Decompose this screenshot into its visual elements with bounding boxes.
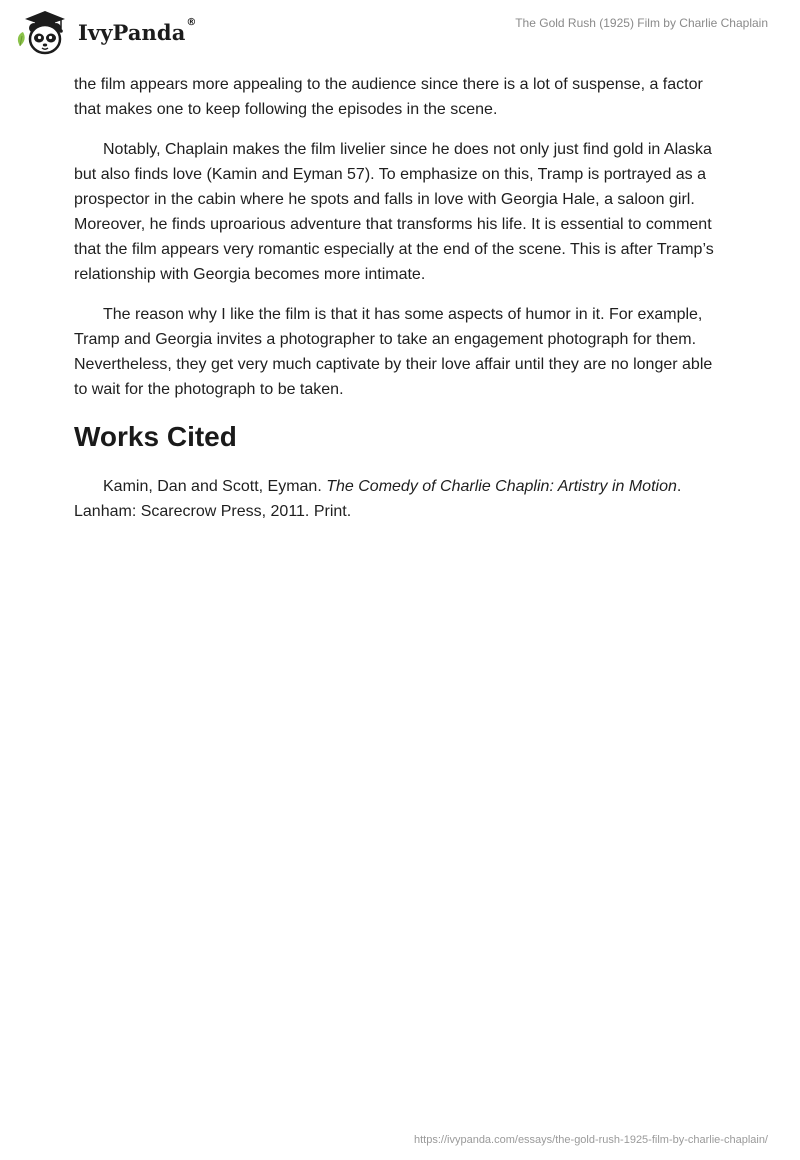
- citation-authors: Kamin, Dan and Scott, Eyman.: [103, 478, 327, 495]
- paragraph-continuation: the film appears more appealing to the audience since there is a lot of suspense, a factor that makes one to keep following the episodes in the scene.: [74, 76, 703, 118]
- document-running-title: The Gold Rush (1925) Film by Charlie Chaplain: [515, 16, 768, 30]
- works-cited-heading: Works Cited: [74, 421, 237, 452]
- citation-publisher: . Lanham: Scarecrow Press, 2011. Print.: [74, 478, 682, 520]
- paragraph-humor: The reason why I like the film is that it has some aspects of humor in it. For example, Tramp and Georgia invites a photographer to take an engagement photograph for them. Nevertheless, they get very much captivate by their love affair until they are no longer able to wait for the photograph to be taken.: [74, 306, 713, 398]
- panda-graduate-icon: [14, 8, 72, 58]
- paragraph-notably: Notably, Chaplain makes the film livelier since he does not only just find gold in Alaska but also finds love (Kamin and Eyman 57). To emphasize on this, Tramp is portrayed as a prospector in the cabin where he spots and falls in love with Georgia Hale, a saloon girl. Moreover, he finds uproarious adventure that transforms his life. It is essential to comment that the film appears very romantic especially at the end of the scene. This is after Tramp’s relationship with Georgia becomes more intimate.: [74, 141, 714, 283]
- essay-content: [74, 72, 726, 524]
- source-url[interactable]: https://ivypanda.com/essays/the-gold-rush-1925-film-by-charlie-chaplain/: [414, 1134, 768, 1146]
- works-cited-entry: [74, 474, 726, 524]
- page-header: [0, 0, 800, 64]
- citation-title: The Comedy of Charlie Chaplin: Artistry in Motion: [326, 478, 677, 495]
- logo-wordmark: [78, 16, 197, 45]
- ivypanda-logo[interactable]: [14, 8, 197, 58]
- logo-registered-mark: ®: [186, 16, 197, 28]
- logo-name: IvyPanda: [78, 19, 186, 45]
